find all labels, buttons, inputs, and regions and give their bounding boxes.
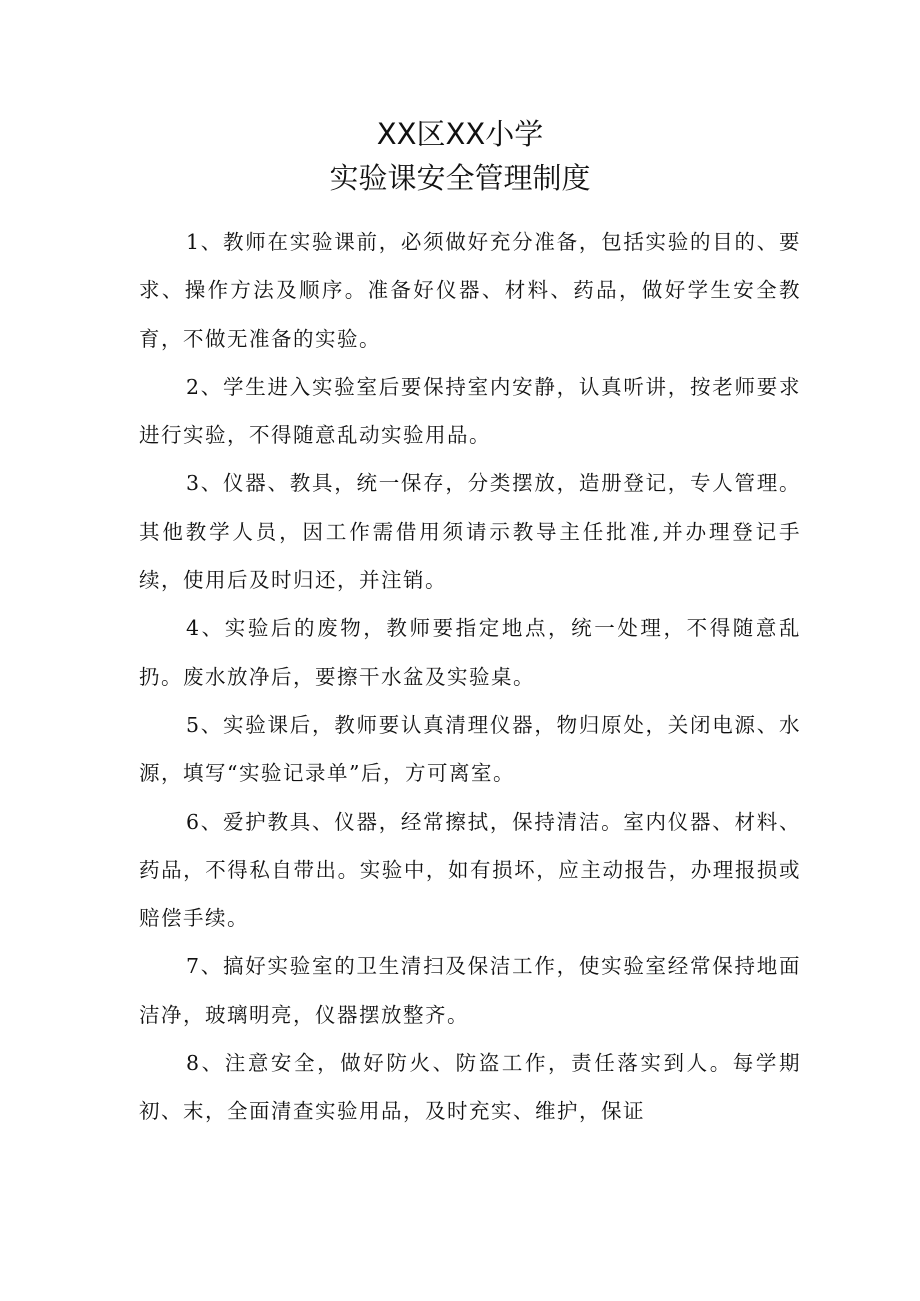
rule-paragraph-8: 8、注意安全，做好防火、防盗工作，责任落实到人。每学期初、末，全面清查实验用品，及时充实、维护，保证 bbox=[139, 1051, 801, 1124]
rule-paragraph-3: 3、仪器、教具，统一保存，分类摆放，造册登记，专人管理。其他教学人员，因工作需借用须请示教导主任批准,并办理登记手续，使用后及时归还，并注销。 bbox=[139, 471, 801, 593]
rule-paragraph-4: 4、实验后的废物，教师要指定地点，统一处理，不得随意乱扔。废水放净后，要擦干水盆及实验桌。 bbox=[139, 616, 801, 689]
rule-paragraph-6: 6、爱护教具、仪器，经常擦拭，保持清洁。室内仪器、材料、药品，不得私自带出。实验中，如有损坏，应主动报告，办理报损或赔偿手续。 bbox=[139, 809, 801, 931]
rule-paragraph-7: 7、搞好实验室的卫生清扫及保洁工作，使实验室经常保持地面洁净，玻璃明亮，仪器摆放整齐。 bbox=[139, 954, 801, 1027]
document-title bbox=[0, 112, 920, 200]
rule-paragraph-1: 1、教师在实验课前，必须做好充分准备，包括实验的目的、要求、操作方法及顺序。准备好仪器、材料、药品，做好学生安全教育，不做无准备的实验。 bbox=[139, 230, 801, 351]
school-name: XX区XX小学 bbox=[376, 117, 544, 151]
rule-paragraph-2: 2、学生进入实验室后要保持室内安静，认真听讲，按老师要求进行实验，不得随意乱动实验用品。 bbox=[139, 374, 801, 448]
document-body bbox=[139, 218, 801, 1136]
rule-paragraph-5: 5、实验课后，教师要认真清理仪器，物归原处，关闭电源、水源，填写“实验记录单”后，方可离室。 bbox=[139, 712, 801, 786]
regulation-title: 实验课安全管理制度 bbox=[329, 161, 591, 195]
